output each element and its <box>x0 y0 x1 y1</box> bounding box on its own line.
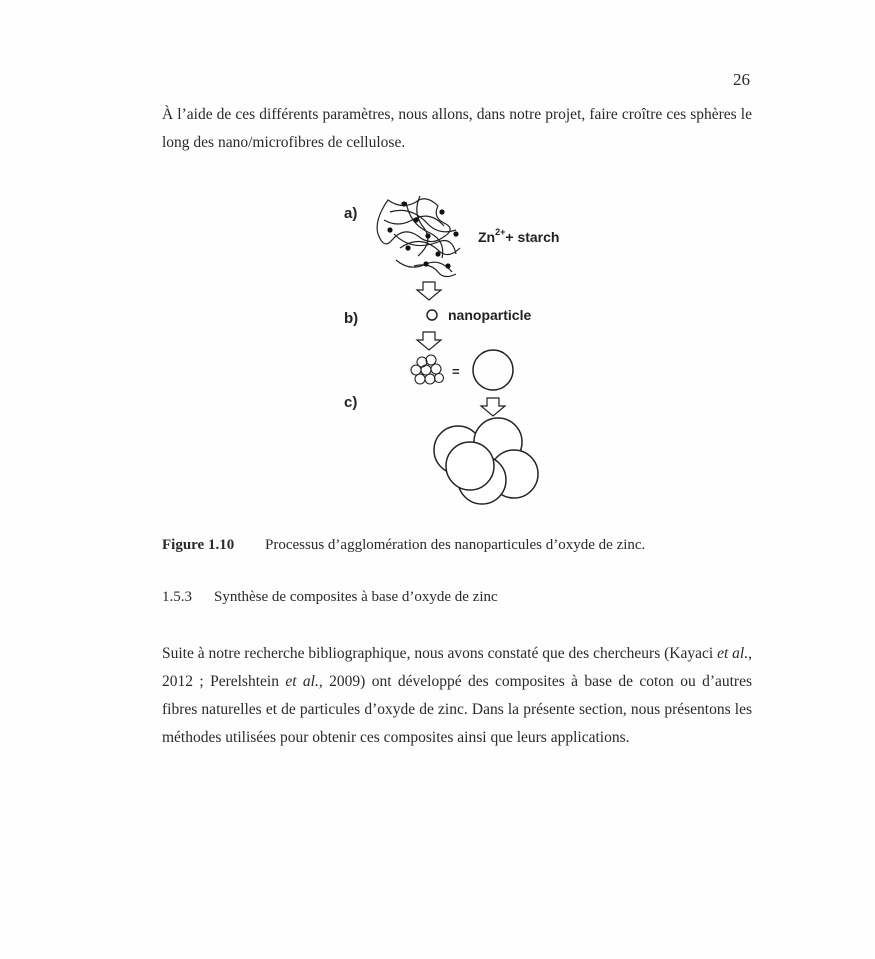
section-title: Synthèse de composites à base d’oxyde de zinc <box>214 589 498 605</box>
zn-label: $Zn^{2+}+$ starch <box>478 227 560 245</box>
down-arrow-icon <box>417 332 441 350</box>
figure-caption <box>162 537 645 554</box>
step-label-a: a) <box>344 205 358 222</box>
down-arrow-icon <box>417 282 441 300</box>
equals-sign: = <box>452 364 460 379</box>
nanoparticle-label: nanoparticle <box>448 307 532 323</box>
small-particle-cluster-icon <box>411 355 444 384</box>
section-heading <box>162 589 498 606</box>
intro-paragraph: À l’aide de ces différents paramètres, nous allons, dans notre projet, faire croître ces sphères le long des nano/microfibres de cellulose. <box>162 106 752 151</box>
figure-caption-label: Figure 1.10 <box>162 537 235 553</box>
figure-agglomeration-diagram <box>330 190 590 510</box>
sphere-aggregate-icon <box>434 418 538 504</box>
body-paragraph: Suite à notre recherche bibliographique, nous avons constaté que des chercheurs (Kayaci et al., 2012 ; Perelshtein et al., 2009) ont développé des composites à base de coton ou d’autres fibres naturelles et de particules d’oxyde de zinc. Dans la présente section, nous présentons les méthodes utilisées pour obtenir ces composites ainsi que leurs applications. <box>162 645 752 746</box>
nanoparticle-icon <box>427 310 437 320</box>
large-sphere-icon <box>473 350 513 390</box>
figure-caption-text: Processus d’agglomération des nanoparticules d’oxyde de zinc. <box>265 537 646 553</box>
step-label-c: c) <box>344 394 358 411</box>
page-number: 26 <box>733 70 750 89</box>
step-label-b: b) <box>344 310 359 327</box>
section-number: 1.5.3 <box>162 589 192 605</box>
down-arrow-icon <box>481 398 505 416</box>
